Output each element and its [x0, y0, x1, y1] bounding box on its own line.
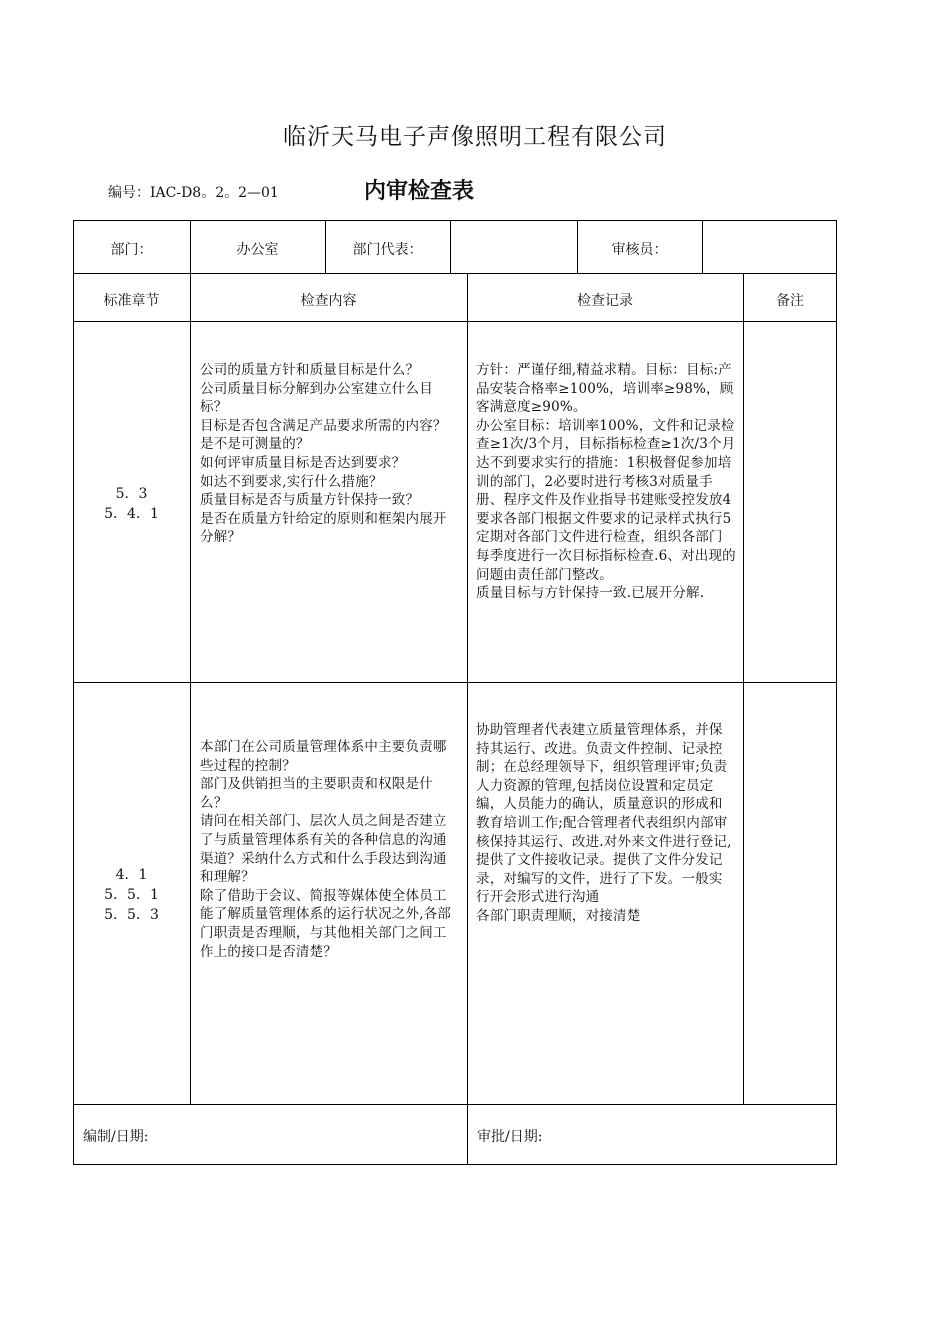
doc-number: 编号：IAC-D8。2。2—01	[108, 185, 279, 201]
row1-record: 方针：严谨仔细,精益求精。目标：目标:产品安装合格率≥100%，培训率≥98%，顾客满意度≥90%。 办公室目标：培训率100%，文件和记录检查≥1次/3个月，目标指标检查≥1次/3个月 达不到要求实行的措施：1积极督促参加培训的部门，2必要时进行考核3对质量手册、程序文件及作业指导书建账受控发放4要求各部门根据文件要求的记录样式执行5定期对各部门文件进行检查，组织各部门每季度进行一次目标指标检查.6、对出现的问题由责任部门整改。 质量目标与方针保持一致.已展开分解.	[476, 362, 736, 602]
dept-rep-label: 部门代表：	[352, 242, 423, 258]
row-divider	[73, 1104, 837, 1105]
col-divider	[190, 273, 191, 1104]
col-header-content: 检查内容	[300, 293, 357, 309]
col-divider	[702, 220, 703, 273]
col-divider	[743, 273, 744, 1104]
row-divider	[73, 321, 837, 322]
row2-content: 本部门在公司质量管理体系中主要负责哪些过程的控制？ 部门及供销担当的主要职责和权限是什么？ 请问在相关部门、层次人员之间是否建立了与质量管理体系有关的各种信息的沟通渠道？采纳什么方式和什么手段达到沟通和理解？ 除了借助于会议、简报等媒体使全体员工能了解质量管理体系的运行状况之外,各部门职责是否理顺，与其他相关部门之间工作上的接口是否清楚？	[200, 739, 452, 960]
row2-clause: 4．1 5．5．1 5．5．3	[104, 867, 159, 923]
prepared-by-date-label: 编制/日期:	[83, 1129, 149, 1145]
company-name: 临沂天马电子声像照明工程有限公司	[283, 124, 667, 150]
col-divider	[467, 273, 468, 1165]
row-divider	[73, 273, 837, 274]
col-header-clause: 标准章节	[103, 293, 160, 309]
doc-title: 内审检查表	[364, 178, 475, 204]
dept-label: 部门：	[110, 242, 153, 258]
row1-content: 公司的质量方针和质量目标是什么？ 公司质量目标分解到办公室建立什么目标？ 目标是否包含满足产品要求所需的内容？ 是不是可测量的？ 如何评审质量目标是否达到要求？ 如达不到要求,实行什么措施？ 质量目标是否与质量方针保持一致？ 是否在质量方针给定的原则和框架内展开分解？	[200, 362, 447, 546]
row1-clause: 5．3 5．4．1	[104, 486, 159, 522]
auditor-label: 审核员：	[611, 242, 668, 258]
row2-record: 协助管理者代表建立质量管理体系，并保持其运行、改进。负责文件控制、记录控制；在总经理领导下，组织管理评审;负责人力资源的管理,包括岗位设置和定员定编，人员能力的确认，质量意识的形成和教育培训工作;配合管理者代表组织内部审核保持其运行、改进.对外来文件进行登记,提供了文件接收记录。提供了文件分发记录，对编写的文件，进行了下发。一般实行开会形式进行沟通 各部门职责理顺，对接清楚	[476, 722, 732, 924]
col-divider	[450, 220, 451, 273]
row-divider	[73, 682, 837, 683]
approved-by-date-label: 审批/日期:	[477, 1129, 543, 1145]
col-header-remark: 备注	[776, 293, 804, 309]
col-header-record: 检查记录	[577, 293, 633, 309]
dept-value: 办公室	[236, 242, 279, 258]
